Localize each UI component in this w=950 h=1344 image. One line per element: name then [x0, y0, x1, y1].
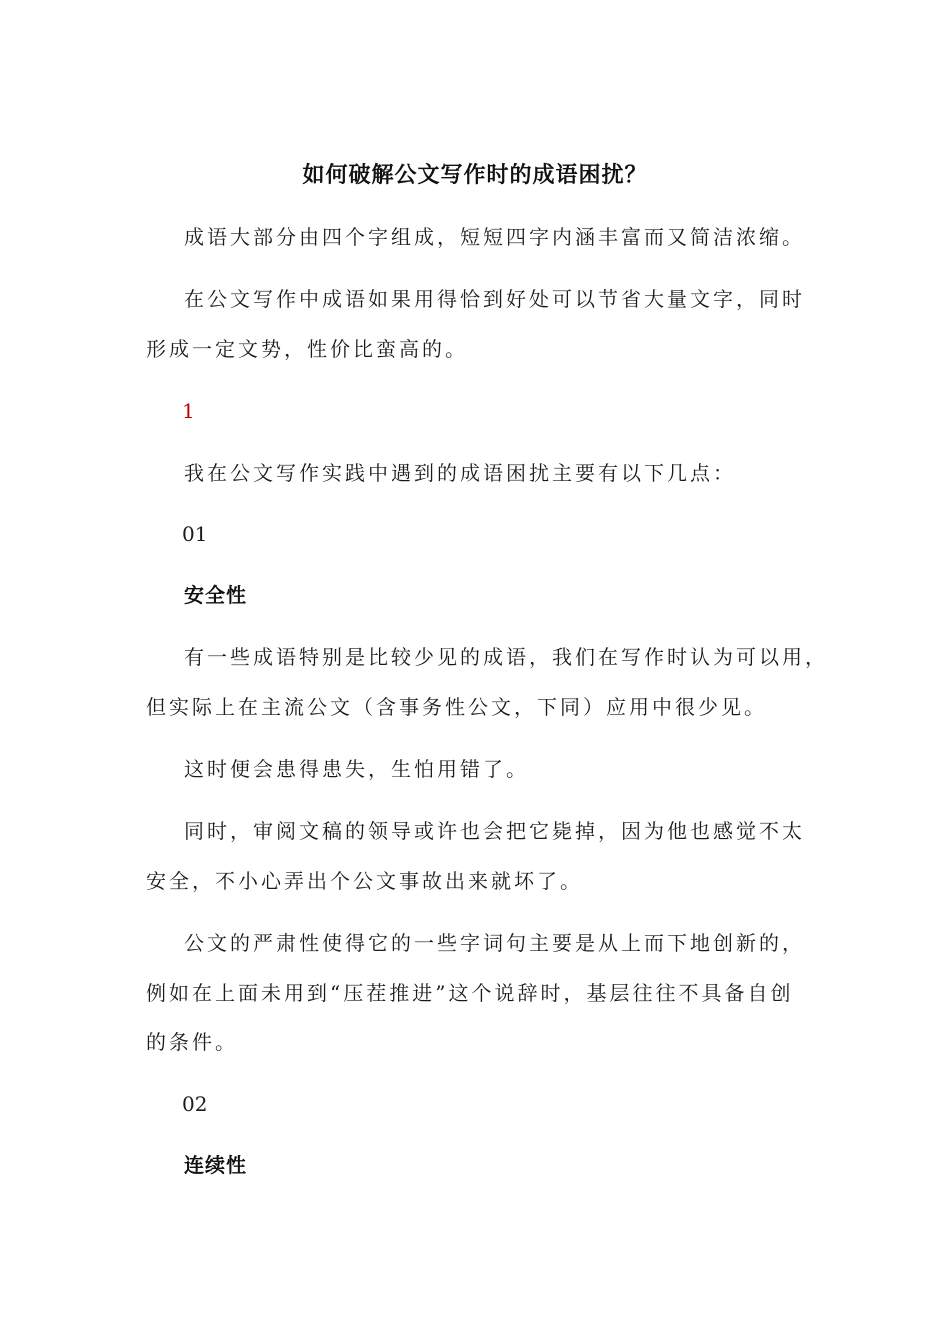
document-title: 如何破解公文写作时的成语困扰？	[302, 162, 648, 188]
paragraph-seriousness-line-3: 的条件。	[146, 1030, 238, 1054]
paragraph-benefit-line-2: 形成一定文势，性价比蛮高的。	[146, 337, 468, 361]
item-number-02: 02	[182, 1092, 208, 1116]
section-number: 1	[182, 399, 195, 423]
paragraph-benefit-line-1: 在公文写作中成语如果用得恰到好处可以节省大量文字，同时	[184, 287, 805, 311]
paragraph-leader-line-1: 同时，审阅文稿的领导或许也会把它毙掉，因为他也感觉不太	[184, 819, 805, 843]
paragraph-safety-line-1: 有一些成语特别是比较少见的成语，我们在写作时认为可以用，	[184, 645, 828, 669]
paragraph-leader-line-2: 安全，不小心弄出个公文事故出来就坏了。	[146, 869, 583, 893]
paragraph-seriousness-line-1: 公文的严肃性使得它的一些字词句主要是从上而下地创新的，	[184, 931, 805, 955]
paragraph-safety-line-2: 但实际上在主流公文（含事务性公文，下同）应用中很少见。	[146, 695, 767, 719]
paragraph-problems-intro: 我在公文写作实践中遇到的成语困扰主要有以下几点：	[184, 461, 736, 485]
item-number-01: 01	[182, 522, 208, 546]
item-heading-continuity: 连续性	[184, 1153, 247, 1177]
paragraph-seriousness-line-2: 例如在上面未用到“压茬推进”这个说辞时，基层往往不具备自创	[146, 981, 794, 1005]
paragraph-worry: 这时便会患得患失，生怕用错了。	[184, 757, 529, 781]
paragraph-intro: 成语大部分由四个字组成，短短四字内涵丰富而又简洁浓缩。	[184, 225, 805, 249]
item-heading-safety: 安全性	[184, 583, 247, 607]
